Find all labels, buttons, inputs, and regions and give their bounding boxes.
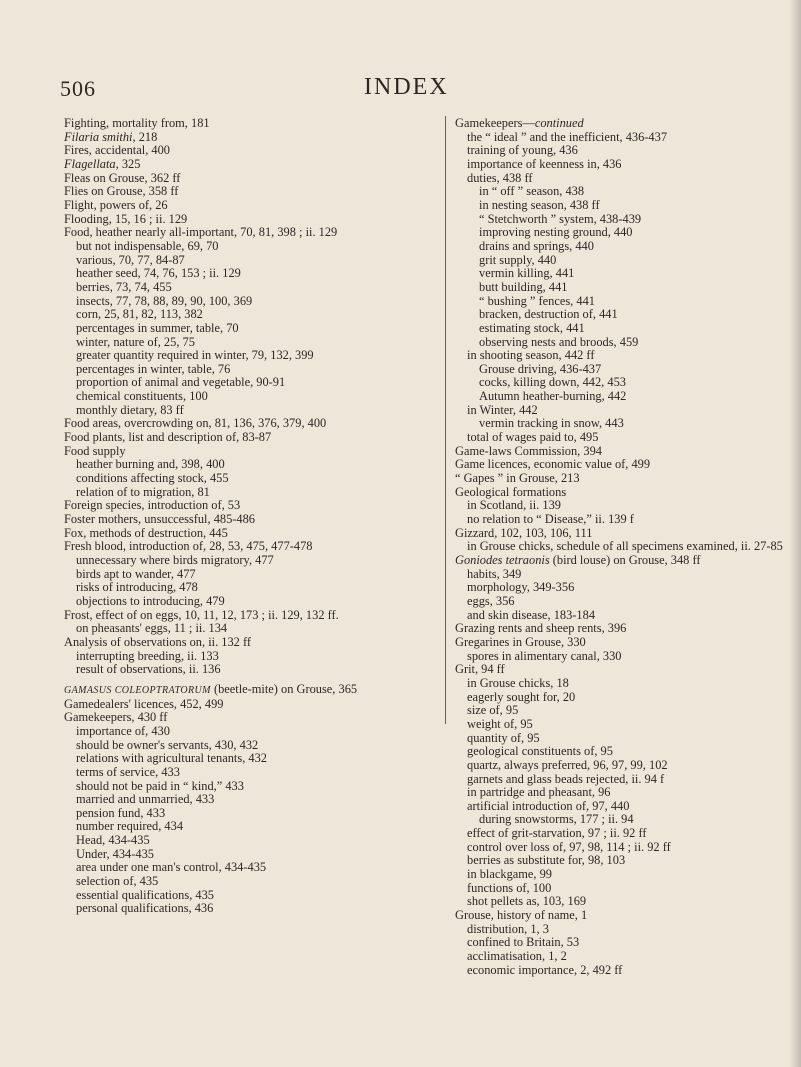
index-subentry: in Grouse chicks, 18	[467, 675, 569, 690]
index-subentry: training of young, 436	[467, 143, 578, 158]
index-subentry: percentages in summer, table, 70	[76, 320, 239, 335]
index-subentry: weight of, 95	[467, 716, 533, 731]
index-subentry: on pheasants' eggs, 11 ; ii. 134	[76, 621, 228, 636]
index-entry: Geological formations	[455, 484, 567, 499]
index-subentry: heather burning and, 398, 400	[76, 457, 225, 472]
index-entry: Flooding, 15, 16 ; ii. 129	[64, 211, 188, 226]
column-divider	[445, 116, 446, 724]
index-entry: Flies on Grouse, 358 ff	[64, 184, 179, 199]
index-entry: Fires, accidental, 400	[64, 143, 170, 158]
index-subentry: acclimatisation, 1, 2	[467, 949, 567, 964]
index-subentry: various, 70, 77, 84-87	[76, 252, 185, 267]
index-subentry: terms of service, 433	[76, 764, 180, 779]
index-subentry: drains and springs, 440	[479, 238, 594, 253]
index-column-right	[455, 117, 797, 977]
index-subentry: in blackgame, 99	[467, 867, 552, 882]
index-entry: Food plants, list and description of, 83-87	[64, 430, 272, 445]
index-subentry: effect of grit-starvation, 97 ; ii. 92 ff	[467, 826, 647, 841]
index-subentry: risks of introducing, 478	[76, 580, 198, 595]
index-subentry: in partridge and pheasant, 96	[467, 785, 611, 800]
index-entry: Foreign species, introduction of, 53	[64, 498, 241, 513]
index-subentry: conditions affecting stock, 455	[76, 471, 229, 486]
index-subentry: Grouse driving, 436-437	[479, 361, 602, 376]
index-entry: Food supply	[64, 443, 126, 458]
index-subentry: “ Stetchworth ” system, 438-439	[479, 211, 642, 226]
index-entry: Game licences, economic value of, 499	[455, 457, 651, 472]
index-subentry: heather seed, 74, 76, 153 ; ii. 129	[76, 266, 241, 281]
index-entry: Fresh blood, introduction of, 28, 53, 475, 477-478	[64, 539, 313, 554]
index-subentry: in Grouse chicks, schedule of all specimens examined, ii. 27-85	[467, 539, 783, 554]
index-subentry: distribution, 1, 3	[467, 921, 549, 936]
index-subentry: should not be paid in “ kind,” 433	[76, 778, 244, 793]
index-subentry: and skin disease, 183-184	[467, 607, 596, 622]
index-subentry: chemical constituents, 100	[76, 389, 208, 404]
index-subentry: confined to Britain, 53	[467, 935, 580, 950]
index-subentry: “ bushing ” fences, 441	[479, 293, 595, 308]
index-entry: “ Gapes ” in Grouse, 213	[455, 471, 580, 486]
index-subentry: functions of, 100	[467, 880, 552, 895]
index-entry: Gregarines in Grouse, 330	[455, 634, 586, 649]
index-subentry: should be owner's servants, 430, 432	[76, 737, 259, 752]
index-subentry: unnecessary where birds migratory, 477	[76, 553, 274, 567]
index-entry: Flight, powers of, 26	[64, 197, 168, 212]
index-subentry: but not indispensable, 69, 70	[76, 238, 219, 253]
index-subentry: during snowstorms, 177 ; ii. 94	[479, 812, 634, 827]
index-entry: Gamekeepers—continued	[455, 116, 584, 130]
index-entry: Fox, methods of destruction, 445	[64, 525, 228, 540]
page-number: 506	[60, 76, 96, 101]
index-subentry: quartz, always preferred, 96, 97, 99, 102	[467, 757, 668, 772]
index-subentry: monthly dietary, 83 ff	[76, 402, 184, 417]
index-subentry: berries as substitute for, 98, 103	[467, 853, 626, 868]
index-entry: Game-laws Commission, 394	[455, 443, 602, 458]
index-subentry: bracken, destruction of, 441	[479, 307, 618, 322]
index-subentry: total of wages paid to, 495	[467, 430, 599, 445]
index-subentry: quantity of, 95	[467, 730, 540, 745]
index-subentry: birds apt to wander, 477	[76, 566, 196, 581]
index-entry: Food, heather nearly all-important, 70, 81, 398 ; ii. 129	[64, 225, 338, 240]
index-entry: Fighting, mortality from, 181	[64, 116, 210, 130]
index-subentry: in Scotland, ii. 139	[467, 498, 561, 513]
index-entry: Foster mothers, unsuccessful, 485-486	[64, 512, 255, 527]
index-subentry: area under one man's control, 434-435	[76, 860, 267, 875]
index-subentry: objections to introducing, 479	[76, 593, 225, 608]
index-subentry: Under, 434-435	[76, 846, 154, 861]
index-entry: Gizzard, 102, 103, 106, 111	[455, 525, 593, 540]
index-subentry: number required, 434	[76, 819, 184, 834]
index-entry: Flagellata, 325	[64, 156, 141, 171]
index-subentry: observing nests and broods, 459	[479, 334, 639, 349]
index-entry: Grit, 94 ff	[455, 662, 505, 677]
index-subentry: in shooting season, 442 ff	[467, 348, 595, 363]
index-subentry: spores in alimentary canal, 330	[467, 648, 622, 663]
index-subentry: the “ ideal ” and the inefficient, 436-437	[467, 129, 668, 144]
index-entry: Goniodes tetraonis (bird louse) on Grouse, 348 ff	[455, 553, 701, 567]
index-subentry: artificial introduction of, 97, 440	[467, 798, 630, 813]
index-subentry: improving nesting ground, 440	[479, 225, 633, 240]
index-subentry: married and unmarried, 433	[76, 792, 215, 807]
index-subentry: Autumn heather-burning, 442	[479, 389, 627, 404]
index-subentry: importance of, 430	[76, 723, 170, 738]
page-edge-shadow	[789, 0, 801, 1067]
index-subentry: berries, 73, 74, 455	[76, 279, 172, 294]
index-subentry: selection of, 435	[76, 874, 159, 889]
index-entry: Grouse, history of name, 1	[455, 908, 588, 923]
index-subentry: personal qualifications, 436	[76, 901, 214, 916]
index-entry: Gamedealers' licences, 452, 499	[64, 696, 224, 711]
index-subentry: vermin tracking in snow, 443	[479, 416, 624, 431]
index-subentry: essential qualifications, 435	[76, 887, 214, 902]
index-subentry: duties, 438 ff	[467, 170, 533, 185]
index-entry: Gamekeepers, 430 ff	[64, 710, 168, 725]
index-column-left	[64, 117, 444, 916]
index-subentry: importance of keenness in, 436	[467, 156, 622, 171]
index-subentry: relation of to migration, 81	[76, 484, 210, 499]
index-subentry: eagerly sought for, 20	[467, 689, 576, 704]
index-subentry: eggs, 356	[467, 593, 515, 608]
index-subentry: size of, 95	[467, 703, 519, 718]
index-subentry: cocks, killing down, 442, 453	[479, 375, 626, 390]
index-entry: Grazing rents and sheep rents, 396	[455, 621, 627, 636]
page-header	[0, 70, 801, 100]
index-subentry: economic importance, 2, 492 ff	[467, 962, 623, 977]
page-title: INDEX	[364, 74, 449, 100]
index-subentry: in Winter, 442	[467, 402, 538, 417]
index-subentry: corn, 25, 81, 82, 113, 382	[76, 307, 203, 322]
index-subentry: vermin killing, 441	[479, 266, 575, 281]
index-subentry: no relation to “ Disease,” ii. 139 f	[467, 512, 634, 527]
index-entry: Analysis of observations on, ii. 132 ff	[64, 634, 251, 649]
index-subentry: grit supply, 440	[479, 252, 557, 267]
index-subentry: geological constituents of, 95	[467, 744, 613, 759]
index-entry: Frost, effect of on eggs, 10, 11, 12, 173 ; ii. 129, 132 ff.	[64, 607, 339, 622]
index-subentry: in nesting season, 438 ff	[479, 197, 600, 212]
index-subentry: garnets and glass beads rejected, ii. 94 f	[467, 771, 665, 786]
index-subentry: estimating stock, 441	[479, 320, 585, 335]
index-subentry: Head, 434-435	[76, 833, 150, 848]
index-subentry: proportion of animal and vegetable, 90-91	[76, 375, 286, 390]
index-entry: Fleas on Grouse, 362 ff	[64, 170, 181, 185]
index-subentry: percentages in winter, table, 76	[76, 361, 231, 376]
index-entry: Filaria smithi, 218	[64, 129, 158, 144]
index-subentry: relations with agricultural tenants, 432	[76, 751, 267, 766]
index-subentry: winter, nature of, 25, 75	[76, 334, 195, 349]
index-subentry: shot pellets as, 103, 169	[467, 894, 587, 909]
index-subentry: result of observations, ii. 136	[76, 662, 221, 677]
index-subentry: in “ off ” season, 438	[479, 184, 585, 199]
index-subentry: insects, 77, 78, 88, 89, 90, 100, 369	[76, 293, 253, 308]
index-subentry: greater quantity required in winter, 79, 132, 399	[76, 348, 314, 363]
index-subentry: interrupting breeding, ii. 133	[76, 648, 219, 663]
index-subentry: butt building, 441	[479, 279, 568, 294]
index-subentry: pension fund, 433	[76, 805, 166, 820]
index-entry: Food areas, overcrowding on, 81, 136, 376, 379, 400	[64, 416, 327, 431]
index-subentry: morphology, 349-356	[467, 580, 575, 595]
index-subentry: habits, 349	[467, 566, 522, 581]
index-subentry: control over loss of, 97, 98, 114 ; ii. 92 ff	[467, 839, 671, 854]
index-entry: GAMASUS COLEOPTRATORUM (beetle-mite) on Grouse, 365	[64, 681, 358, 696]
